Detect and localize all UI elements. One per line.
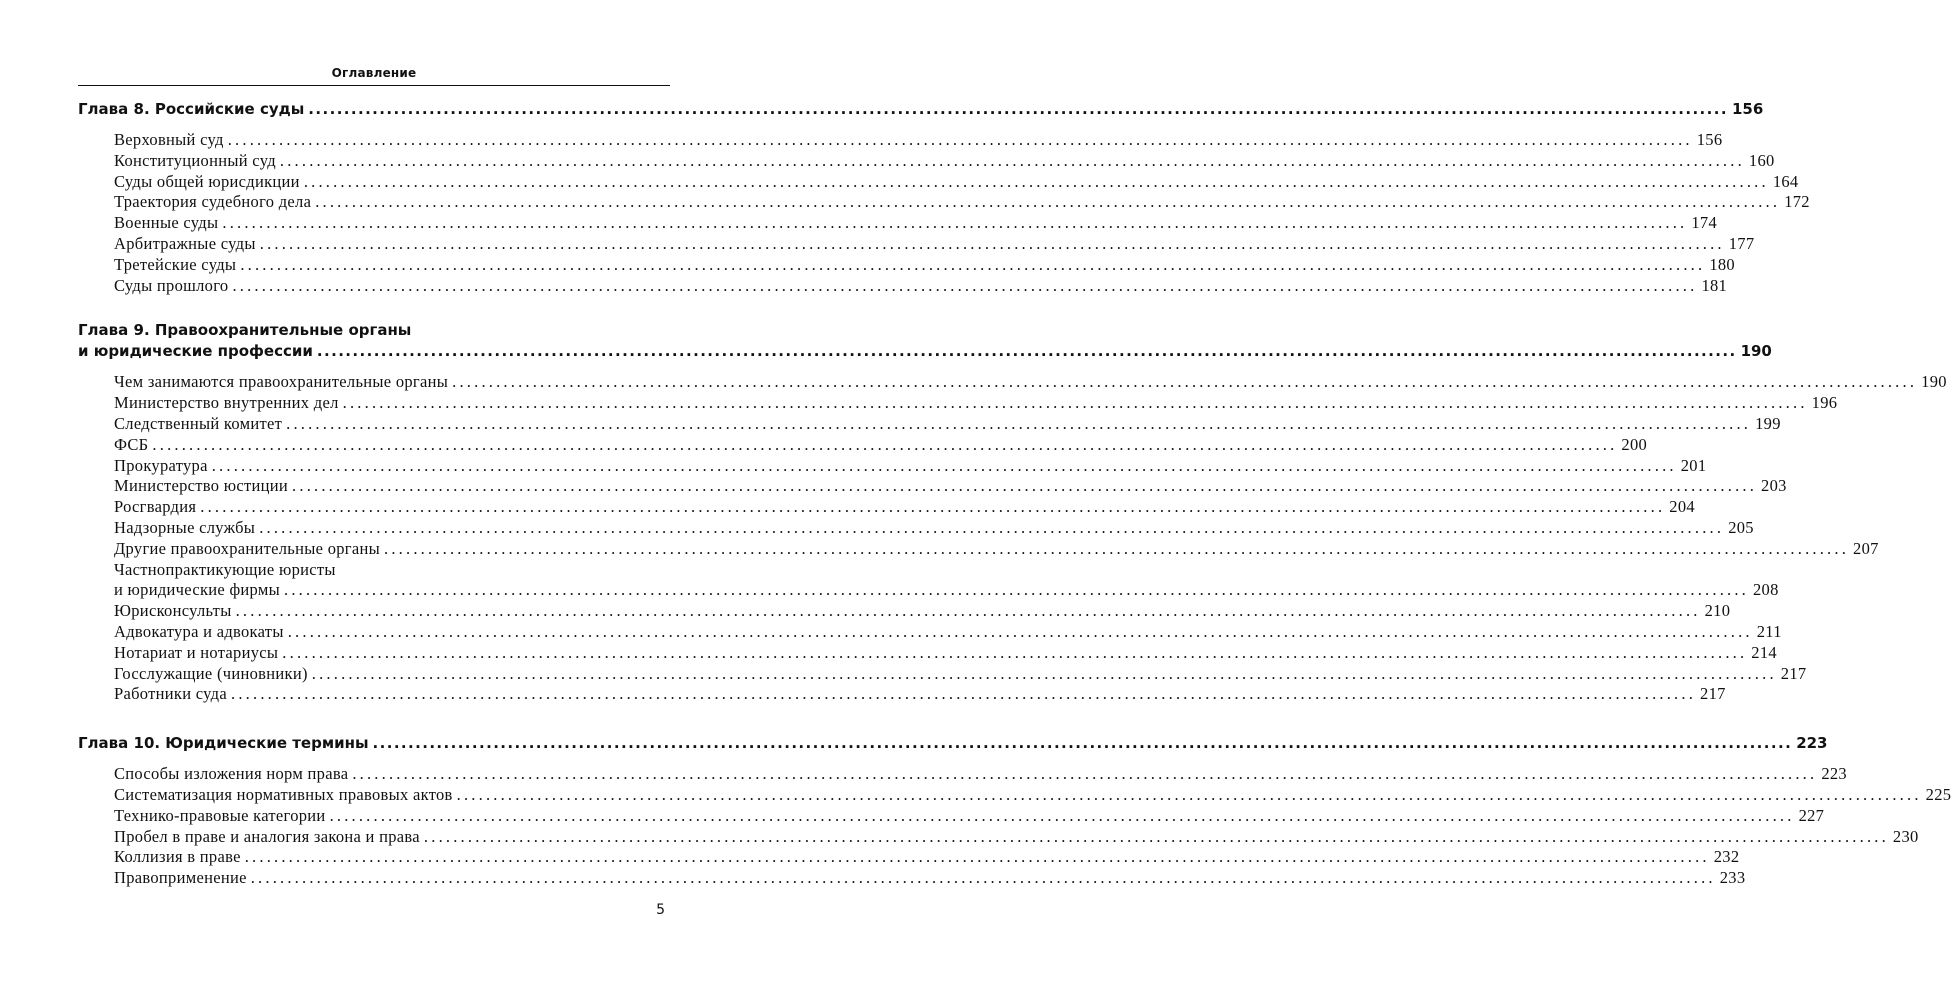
dot-leader: ........................................................................................................................................................................................................ bbox=[284, 580, 1749, 600]
entry-title: Траектория судебного дела bbox=[114, 192, 312, 212]
section-list bbox=[114, 372, 1947, 705]
toc-entry[interactable] bbox=[114, 601, 1731, 622]
entry-page: 223 bbox=[1821, 764, 1847, 784]
entry-title: Третейские суды bbox=[114, 254, 237, 274]
dot-leader: ........................................................................................................................................................................................................ bbox=[279, 150, 1745, 170]
entry-title: Суды прошлого bbox=[114, 275, 229, 295]
dot-leader: ........................................................................................................................................................................................................ bbox=[452, 372, 1918, 392]
running-header: Оглавление bbox=[331, 66, 417, 80]
dot-leader: ........................................................................................................................................................................................................ bbox=[235, 601, 1701, 621]
toc-entry[interactable] bbox=[114, 868, 1746, 889]
dot-leader: ........................................................................................................................................................................................................ bbox=[286, 413, 1752, 433]
chapter-page: 223 bbox=[1796, 734, 1828, 753]
section-list bbox=[114, 764, 1951, 889]
toc-entry[interactable] bbox=[114, 213, 1718, 234]
entry-title: Росгвардия bbox=[114, 497, 197, 517]
page-number: 5 bbox=[656, 902, 665, 918]
entry-title: Военные суды bbox=[114, 213, 219, 233]
dot-leader: ........................................................................................................................................................................................................ bbox=[250, 868, 1716, 888]
entry-title: Способы изложения норм права bbox=[114, 764, 349, 784]
entry-page: 203 bbox=[1761, 476, 1787, 496]
entry-page: 196 bbox=[1811, 393, 1838, 413]
toc-entry[interactable] bbox=[114, 805, 1825, 827]
dot-leader: ........................................................................................................................................................................................................ bbox=[211, 455, 1677, 475]
entry-page: 205 bbox=[1728, 517, 1754, 537]
dot-leader: ........................................................................................................................................................................................................ bbox=[342, 393, 1808, 413]
entry-page: 207 bbox=[1853, 538, 1879, 558]
header-rule bbox=[78, 85, 670, 86]
entry-title: Пробел в праве и аналогия закона и права bbox=[114, 826, 420, 846]
entry-page: 208 bbox=[1753, 580, 1779, 600]
toc-entry[interactable] bbox=[114, 826, 1919, 848]
chapter-title: и юридические профессии bbox=[78, 342, 313, 361]
chapter-heading[interactable] bbox=[78, 733, 1828, 754]
chapter-title: Глава 8. Российские суды bbox=[78, 100, 305, 118]
dot-leader: ........................................................................................................................................................................................................ bbox=[287, 621, 1753, 641]
dot-leader: ........................................................................................................................................................................................................ bbox=[231, 684, 1697, 704]
entry-title: Другие правоохранительные органы bbox=[114, 538, 381, 558]
toc-entry[interactable] bbox=[114, 171, 1799, 193]
entry-page: 164 bbox=[1772, 171, 1799, 191]
entry-title: Работники суда bbox=[114, 684, 228, 704]
chapter-title: Глава 9. Правоохранительные органы bbox=[78, 321, 412, 340]
entry-page: 210 bbox=[1704, 601, 1731, 621]
entry-page: 177 bbox=[1728, 233, 1755, 253]
entry-title: Нотариат и нотариусы bbox=[114, 642, 279, 662]
dot-leader: ........................................................................................................................................................................................................ bbox=[315, 192, 1781, 212]
toc-entry[interactable] bbox=[114, 497, 1695, 518]
entry-title: Адвокатура и адвокаты bbox=[114, 621, 284, 641]
dot-leader: ........................................................................................................................................................................................................ bbox=[352, 764, 1818, 784]
toc-entry[interactable] bbox=[114, 847, 1740, 868]
entry-page: 204 bbox=[1669, 497, 1695, 517]
dot-leader: ........................................................................................................................................................................................................ bbox=[372, 734, 1793, 753]
entry-page: 199 bbox=[1755, 413, 1781, 433]
entry-title: Конституционный суд bbox=[114, 150, 276, 170]
entry-title: Чем занимаются правоохранительные органы bbox=[114, 372, 449, 392]
entry-page: 217 bbox=[1780, 663, 1807, 683]
chapter-heading[interactable] bbox=[78, 99, 1764, 120]
chapter-heading[interactable] bbox=[78, 320, 1772, 362]
dot-leader: ........................................................................................................................................................................................................ bbox=[329, 805, 1795, 825]
dot-leader: ........................................................................................................................................................................................................ bbox=[311, 663, 1777, 683]
dot-leader: ........................................................................................................................................................................................................ bbox=[282, 642, 1748, 662]
toc-entry[interactable] bbox=[114, 192, 1810, 213]
section-list bbox=[114, 130, 1810, 296]
entry-page: 190 bbox=[1921, 372, 1947, 392]
entry-title: Госслужащие (чиновники) bbox=[114, 663, 308, 683]
toc-entry[interactable] bbox=[114, 393, 1838, 414]
toc-entry[interactable] bbox=[114, 784, 1951, 806]
entry-page: 172 bbox=[1784, 192, 1810, 212]
toc-entry[interactable] bbox=[114, 538, 1879, 560]
chapter-page: 190 bbox=[1740, 342, 1772, 361]
entry-title: Министерство внутренних дел bbox=[114, 393, 339, 413]
dot-leader: ........................................................................................................................................................................................................ bbox=[423, 826, 1889, 846]
entry-title: Юрисконсульты bbox=[114, 601, 232, 621]
toc-entry[interactable] bbox=[114, 254, 1735, 276]
entry-title: Прокуратура bbox=[114, 455, 208, 475]
entry-title: Систематизация нормативных правовых актов bbox=[114, 784, 453, 804]
entry-page: 230 bbox=[1892, 826, 1919, 846]
entry-title: и юридические фирмы bbox=[114, 580, 280, 600]
dot-leader: ........................................................................................................................................................................................................ bbox=[240, 254, 1706, 274]
dot-leader: ........................................................................................................................................................................................................ bbox=[384, 538, 1850, 558]
entry-page: 217 bbox=[1700, 684, 1726, 704]
dot-leader: ........................................................................................................................................................................................................ bbox=[292, 476, 1758, 496]
entry-page: 225 bbox=[1925, 784, 1951, 804]
entry-title: Правоприменение bbox=[114, 868, 247, 888]
toc-entry[interactable] bbox=[114, 764, 1847, 785]
toc-entry[interactable] bbox=[114, 130, 1723, 151]
toc-entry[interactable] bbox=[114, 642, 1777, 664]
entry-page: 232 bbox=[1713, 847, 1740, 867]
entry-page: 174 bbox=[1691, 213, 1718, 233]
entry-title: Верховный суд bbox=[114, 130, 224, 149]
entry-title: Арбитражные суды bbox=[114, 233, 256, 253]
entry-page: 200 bbox=[1621, 434, 1648, 454]
entry-page: 160 bbox=[1748, 150, 1775, 170]
entry-title: Надзорные службы bbox=[114, 517, 256, 537]
table-of-contents bbox=[78, 99, 1951, 889]
dot-leader: ........................................................................................................................................................................................................ bbox=[244, 847, 1710, 867]
toc-entry[interactable] bbox=[114, 663, 1807, 685]
chapter-page: 156 bbox=[1731, 100, 1764, 118]
toc-entry[interactable] bbox=[114, 517, 1754, 539]
entry-title: Коллизия в праве bbox=[114, 847, 241, 867]
toc-entry[interactable] bbox=[114, 150, 1775, 172]
dot-leader: ........................................................................................................................................................................................................ bbox=[152, 434, 1618, 454]
dot-leader: ........................................................................................................................................................................................................ bbox=[316, 342, 1737, 361]
toc-entry[interactable] bbox=[114, 684, 1726, 705]
dot-leader: ........................................................................................................................................................................................................ bbox=[259, 233, 1725, 253]
entry-page: 181 bbox=[1701, 275, 1728, 295]
entry-page: 201 bbox=[1680, 455, 1707, 475]
entry-title: ФСБ bbox=[114, 434, 149, 454]
entry-title: Следственный комитет bbox=[114, 413, 283, 433]
dot-leader: ........................................................................................................................................................................................................ bbox=[232, 275, 1698, 295]
entry-page: 227 bbox=[1798, 805, 1825, 825]
toc-entry[interactable] bbox=[114, 233, 1755, 255]
entry-title: Частнопрактикующие юристы bbox=[114, 559, 336, 579]
toc-entry[interactable] bbox=[114, 372, 1947, 393]
toc-entry[interactable] bbox=[114, 455, 1707, 477]
entry-page: 180 bbox=[1709, 254, 1735, 274]
entry-page: 214 bbox=[1751, 642, 1777, 662]
toc-entry[interactable] bbox=[114, 621, 1782, 643]
entry-title: Технико-правовые категории bbox=[114, 805, 326, 825]
dot-leader: ........................................................................................................................................................................................................ bbox=[308, 100, 1728, 118]
dot-leader: ........................................................................................................................................................................................................ bbox=[200, 497, 1666, 517]
entry-page: 233 bbox=[1719, 868, 1746, 888]
toc-entry[interactable] bbox=[114, 413, 1781, 435]
entry-title: Суды общей юрисдикции bbox=[114, 171, 300, 191]
dot-leader: ........................................................................................................................................................................................................ bbox=[303, 171, 1769, 191]
entry-page: 211 bbox=[1756, 621, 1782, 641]
toc-entry[interactable] bbox=[114, 275, 1728, 297]
toc-entry[interactable] bbox=[114, 559, 1779, 602]
dot-leader: ........................................................................................................................................................................................................ bbox=[259, 517, 1725, 537]
entry-title: Министерство юстиции bbox=[114, 476, 289, 496]
dot-leader: ........................................................................................................................................................................................................ bbox=[227, 130, 1693, 149]
dot-leader: ........................................................................................................................................................................................................ bbox=[456, 784, 1922, 804]
entry-page: 156 bbox=[1696, 130, 1723, 149]
toc-entry[interactable] bbox=[114, 476, 1787, 497]
dot-leader: ........................................................................................................................................................................................................ bbox=[222, 213, 1688, 233]
chapter-title: Глава 10. Юридические термины bbox=[78, 734, 369, 753]
toc-entry[interactable] bbox=[114, 434, 1648, 456]
